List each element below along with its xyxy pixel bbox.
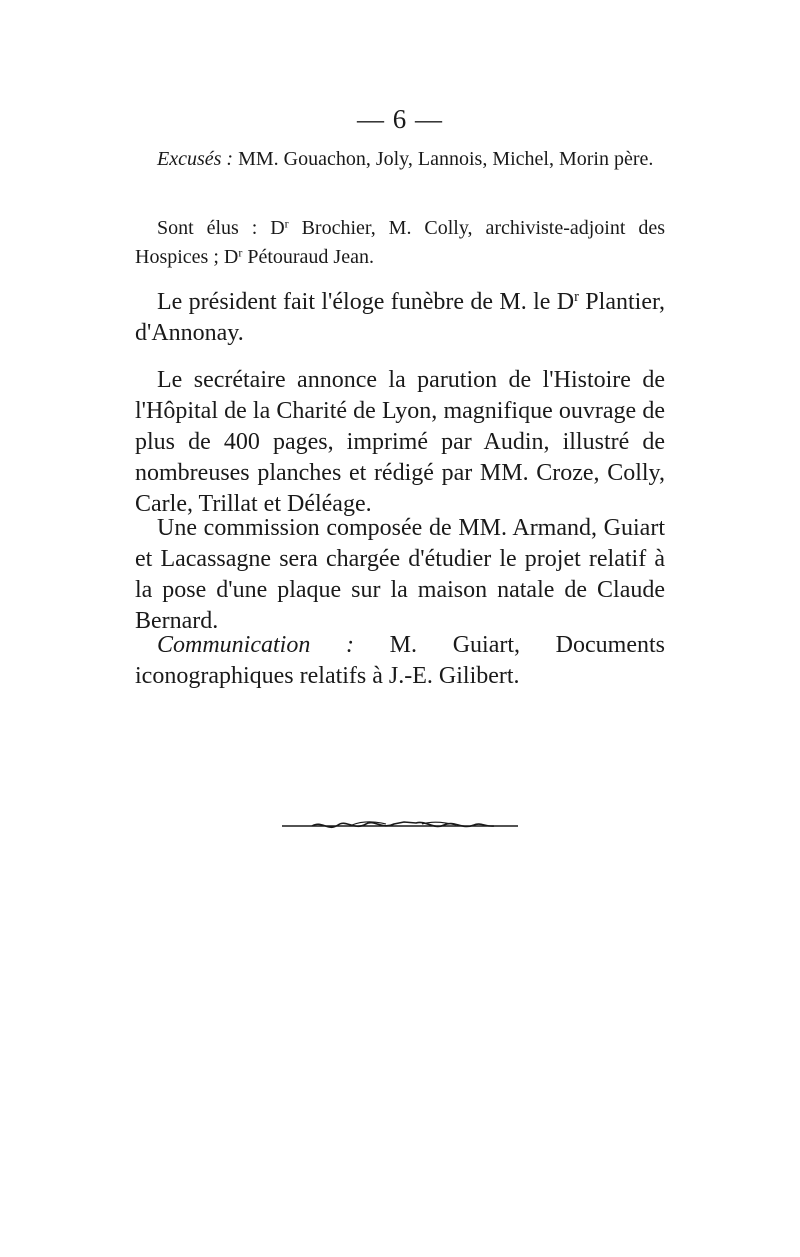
communication-paragraph [135, 630, 665, 692]
president-paragraph [135, 287, 665, 349]
president-part-2: Plantier, d'Annonay. [135, 289, 665, 346]
president-part-1: Le président fait l'éloge funèbre de M. le D [157, 289, 575, 315]
elus-sup-2: r [238, 245, 243, 260]
excuses-paragraph [135, 145, 665, 174]
communication-label: Communication : [157, 632, 354, 658]
page-number: — 6 — [357, 104, 443, 134]
excuses-label: Excusés : [157, 148, 234, 170]
communication-text: M. Guiart, Documents iconographiques relatifs à J.-E. Gilibert. [135, 632, 665, 689]
secretaire-paragraph: Le secrétaire annonce la parution de l'Histoire de l'Hôpital de la Charité de Lyon, magnifique ouvrage de plus de 400 pages, imprimé par Audin, illustré de nombreuses planches et rédigé par MM. Croze, Colly, Carle, Trillat et Déléage. [135, 367, 665, 517]
elus-part-2: Brochier, M. Colly, archiviste-adjoint des Hospices ; D [135, 217, 665, 268]
commission-paragraph: Une commission composée de MM. Armand, Guiart et Lacassagne sera chargée d'étudier le projet relatif à la pose d'une plaque sur la maison natale de Claude Bernard. [135, 515, 665, 634]
elus-sup-1: r [284, 216, 289, 231]
elus-paragraph [135, 214, 665, 272]
elus-part-3: Pétouraud Jean. [242, 246, 374, 268]
president-sup: r [574, 289, 579, 306]
decorative-ornament-icon [282, 812, 518, 836]
excuses-text: MM. Gouachon, Joly, Lannois, Michel, Morin père. [233, 148, 654, 170]
elus-lead: Sont élus : D [157, 217, 285, 239]
